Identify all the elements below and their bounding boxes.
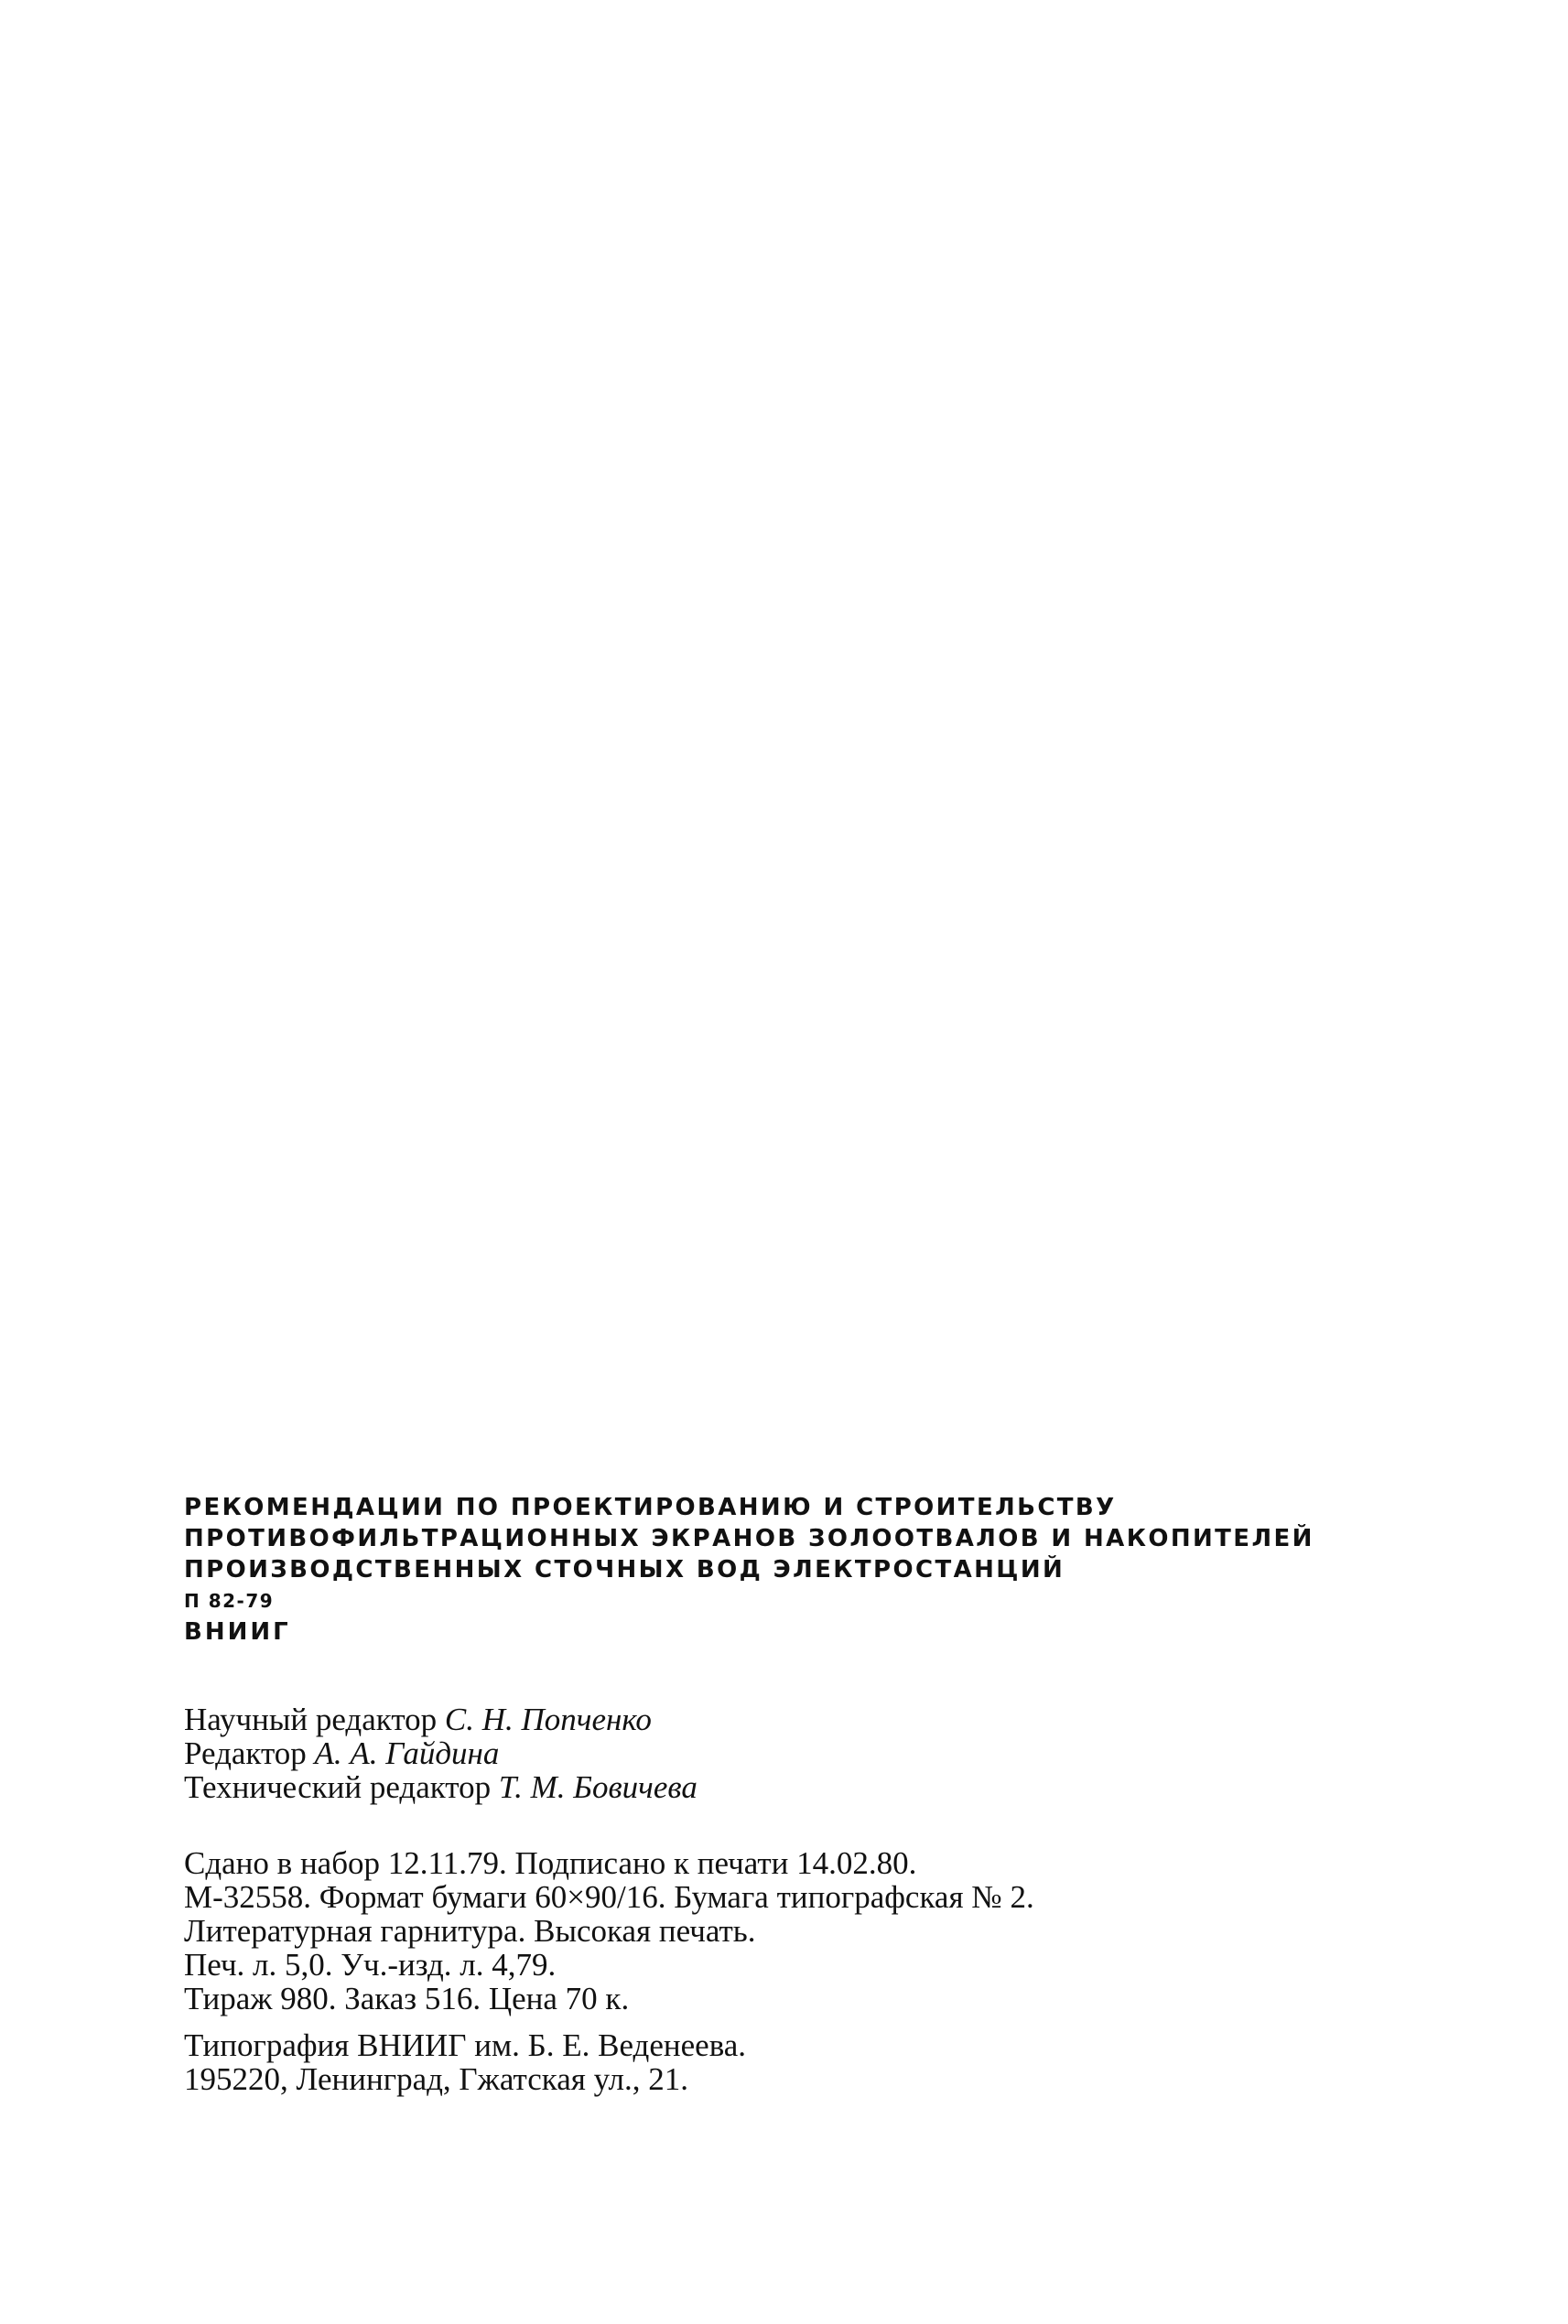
- editor-name: С. Н. Попченко: [444, 1702, 652, 1737]
- print-info-line: Сдано в набор 12.11.79. Подписано к печати 14.02.80.: [184, 1845, 917, 1881]
- editor-line: [184, 1736, 1392, 1770]
- title-line: ПРОИЗВОДСТВЕННЫХ СТОЧНЫХ ВОД ЭЛЕКТРОСТАНЦИЙ: [184, 1556, 1065, 1584]
- title-line: РЕКОМЕНДАЦИИ ПО ПРОЕКТИРОВАНИЮ И СТРОИТЕЛЬСТВУ: [184, 1494, 1117, 1521]
- printer-line: 195220, Ленинград, Гжатская ул., 21.: [184, 2061, 689, 2097]
- editor-role: Редактор: [184, 1735, 307, 1771]
- colophon: [184, 1492, 1392, 2096]
- organization: ВНИИГ: [184, 1618, 291, 1646]
- print-info-block: [184, 1846, 1392, 2016]
- title-line: ПРОТИВОФИЛЬТРАЦИОННЫХ ЭКРАНОВ ЗОЛООТВАЛОВ И НАКОПИТЕЛЕЙ: [184, 1525, 1314, 1552]
- printer-address-block: [184, 2028, 1392, 2096]
- editor-line: [184, 1702, 1392, 1736]
- document-code: П 82-79: [184, 1590, 275, 1612]
- print-info-line: Тираж 980. Заказ 516. Цена 70 к.: [184, 1981, 630, 2016]
- editors-block: [184, 1702, 1392, 1804]
- publication-title: [184, 1492, 1392, 1585]
- printer-line: Типография ВНИИГ им. Б. Е. Веденеева.: [184, 2027, 747, 2063]
- editor-name: А. А. Гайдина: [314, 1735, 500, 1771]
- print-info-line: Печ. л. 5,0. Уч.-изд. л. 4,79.: [184, 1947, 557, 1983]
- editor-line: [184, 1770, 1392, 1804]
- print-info-line: Литературная гарнитура. Высокая печать.: [184, 1913, 756, 1949]
- editor-role: Научный редактор: [184, 1702, 438, 1737]
- editor-name: Т. М. Бовичева: [498, 1769, 697, 1805]
- print-info-line: М-32558. Формат бумаги 60×90/16. Бумага типографская № 2.: [184, 1879, 1034, 1915]
- editor-role: Технический редактор: [184, 1769, 492, 1805]
